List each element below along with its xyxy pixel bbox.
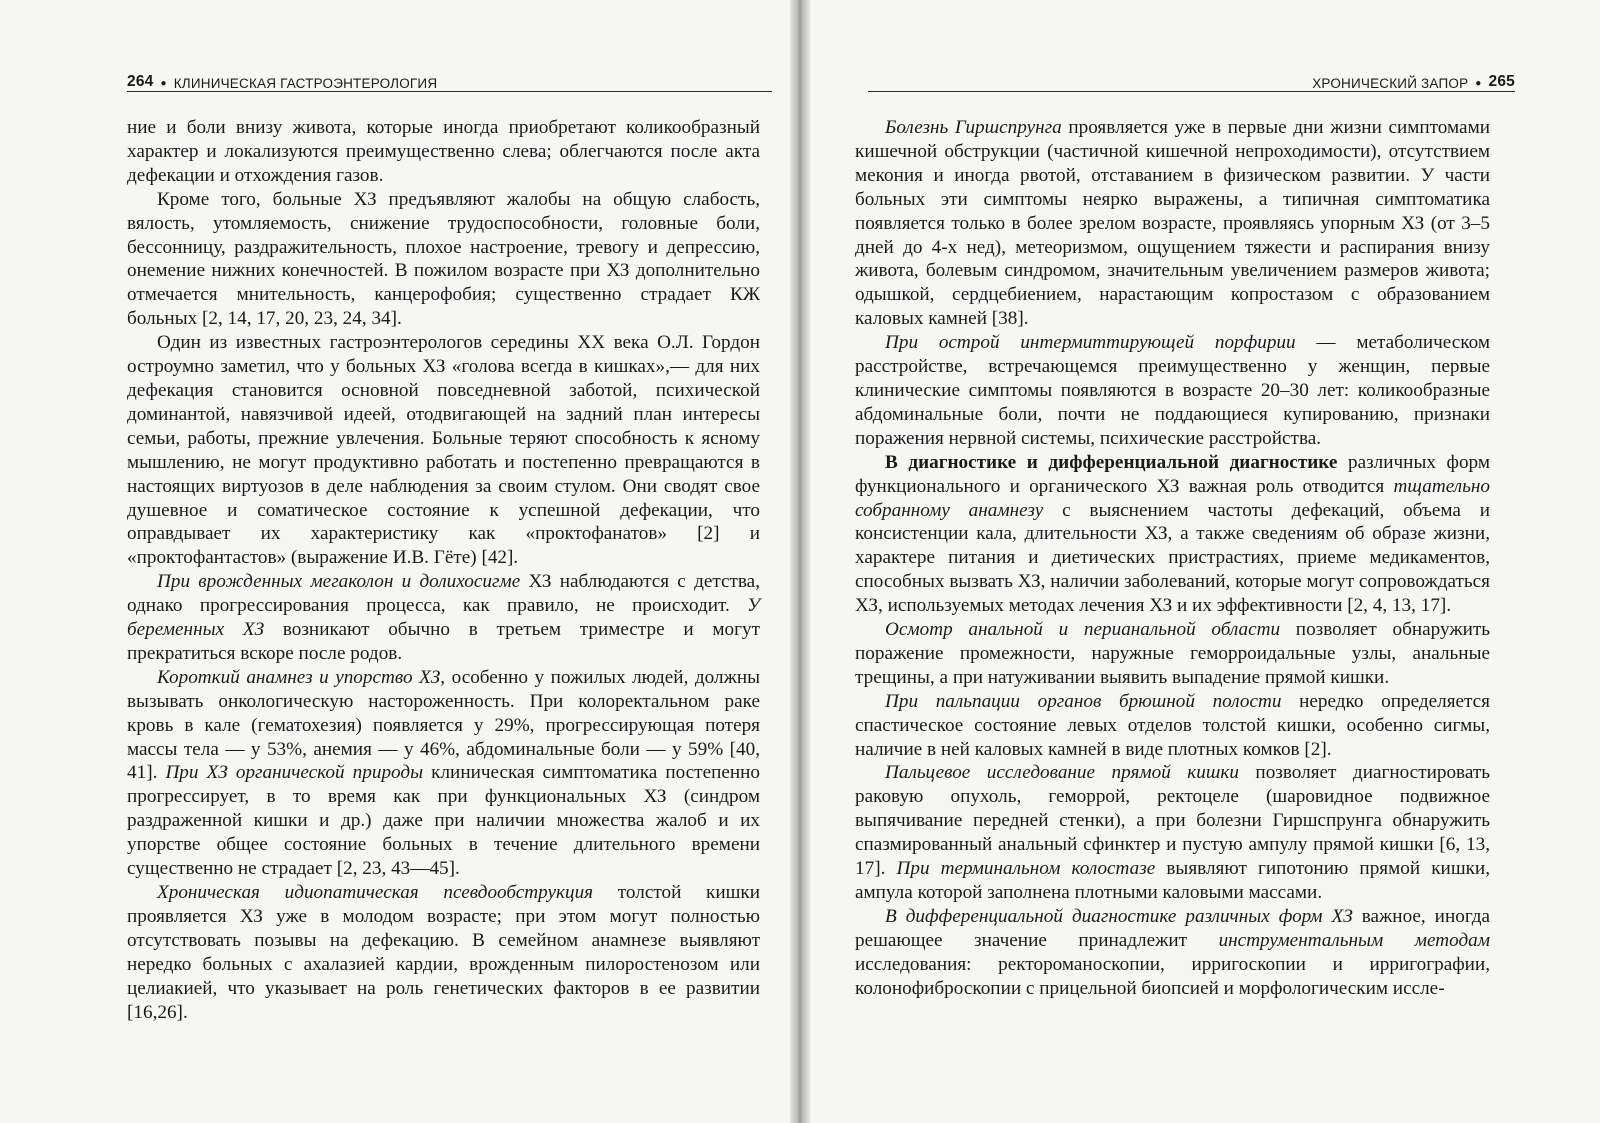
right-page-number: 265 [1488, 73, 1515, 90]
left-page-number: 264 [127, 73, 154, 90]
bullet-separator: ● [1475, 78, 1482, 89]
right-header-title: ХРОНИЧЕСКИЙ ЗАПОР [1312, 76, 1469, 91]
paragraph: При острой интермиттирующей порфирии — метаболическом расстройстве, встречающемся преимущественно у женщин, первые клинические симптомы появляются в возрасте 20–30 лет: коликообразные абдоминальные боли, почти не поддающиеся купированию, признаки поражения нервной системы, психические расстройства. [855, 332, 1490, 449]
paragraph: Один из известных гастроэнтерологов середины XX века О.Л. Гордон остроумно заметил, что у больных ХЗ «голова всегда в кишках»,— для них дефекация становится основной повседневной заботой, психической доминантой, навязчивой идеей, отодвигающей на задний план интересы семьи, работы, прежние увлечения. Больные теряют способность к ясному мышлению, не могут продуктивно работать и постепенно превращаются в настоящих виртуозов в деле наблюдения за своим стулом. Они сводят свое душевное и соматическое состояние к успешной дефекации, что оправдывает их характеристику как «проктофанатов» [2] и «проктофантастов» (выражение И.В. Гёте) [42]. [127, 332, 760, 569]
right-page [810, 0, 1600, 1123]
paragraph: Осмотр анальной и перианальной области позволяет обнаружить поражение промежности, наружные геморроидальные узлы, анальные трещины, а при натуживании выявить выпадение прямой кишки. [855, 619, 1491, 688]
paragraph: Пальцевое исследование прямой кишки позволяет диагностировать раковую опухоль, геморрой, ректоцеле (шаровидное подвижное выпячивание передней стенки), а при болезни Гиршспрунга обнаружить спазмированный анальный сфинктер и пустую ампулу прямой кишки [6, 13, 17]. При терминальном колостазе выявляют гипотонию прямой кишки, ампула которой заполнена плотными каловыми массами. [855, 762, 1491, 903]
paragraph: В дифференциальной диагностике различных форм ХЗ важное, иногда решающее значение принадлежит инструментальным методам исследования: ректороманоскопии, ирригоскопии и ирригографии, колонофиброскопии с прицельной биопсией и морфологическим иссле- [855, 905, 1491, 999]
paragraph: В диагностике и дифференциальной диагностике различных форм функционального и органического ХЗ важная роль отводится тщательно собранному анамнезу с выяснением частоты дефекаций, объема и консистенции кала, длительности ХЗ, а также сведениям об образе жизни, характере питания и диетических пристрастиях, приеме медикаментов, способных вызвать ХЗ, наличии заболеваний, которые могут сопровождаться ХЗ, используемых методах лечения ХЗ и их эффективности [2, 4, 13, 17]. [855, 451, 1490, 617]
paragraph: Кроме того, больные ХЗ предъявляют жалобы на общую слабость, вялость, утомляемость, снижение трудоспособности, головные боли, бессонницу, раздражительность, плохое настроение, тревогу и депрессию, онемение нижних конечностей. В пожилом возрасте при ХЗ дополнительно отмечается мнительность, канцерофобия; существенно страдает КЖ больных [2, 14, 17, 20, 23, 24, 34]. [127, 188, 760, 330]
right-body-text [855, 116, 1490, 1001]
right-running-head [868, 67, 1515, 92]
paragraph: Хроническая идиопатическая псевдообструкция толстой кишки проявляется ХЗ уже в молодом возрасте; при этом могут полностью отсутствовать позывы на дефекацию. В семейном анамнезе выявляют нередко больных с ахалазией кардии, врожденным пилоростенозом или целиакией, что указывает на роль генетических факторов в ее развитии [16,26]. [127, 882, 761, 1023]
left-running-head [127, 67, 772, 92]
bullet-separator: ● [160, 78, 167, 89]
left-body-text [127, 116, 760, 1024]
paragraph: Короткий анамнез и упорство ХЗ, особенно у пожилых людей, должны вызывать онкологическую настороженность. При колоректальном раке кровь в кале (гематохезия) появляется у 29%, прогрессирующая потеря массы тела — у 53%, анемия — у 46%, абдоминальные боли — у 59% [40, 41]. При ХЗ органической природы клиническая симптоматика постепенно прогрессирует, в то время как при функциональных ХЗ (синдром раздраженной кишки и др.) даже при наличии множества жалоб и их упорстве общее состояние больных в течение длительного времени существенно не страдает [2, 23, 43—45]. [127, 666, 760, 880]
paragraph: Болезнь Гиршспрунга проявляется уже в первые дни жизни симптомами кишечной обструкции (частичной кишечной непроходимости), отсутствием мекония и иногда рвотой, отставанием в физическом развитии. У части больных эти симптомы неярко выражены, а типичная симптоматика появляется только в более зрелом возрасте, проявляясь упорным ХЗ (от 3–5 дней до 4-х нед), метеоризмом, ощущением тяжести и распирания внизу живота, болевым синдромом, значительным увеличением размеров живота; одышкой, сердцебиением, нарастающим копростазом с образованием каловых камней [38]. [855, 117, 1490, 330]
left-page [0, 0, 790, 1123]
paragraph: При врожденных мегаколон и долихосигме ХЗ наблюдаются с детства, однако прогрессирования процесса, как правило, не происходит. У беременных ХЗ возникают обычно в третьем триместре и могут прекратиться вскоре после родов. [127, 571, 760, 664]
paragraph: При пальпации органов брюшной полости нередко определяется спастическое состояние левых отделов толстой кишки, особенно сигмы, наличие в ней каловых камней в виде плотных комков [2]. [855, 690, 1490, 760]
paragraph: ние и боли внизу живота, которые иногда приобретают коликообразный характер и локализуются преимущественно слева; облегчаются после акта дефекации и отхождения газов. [127, 117, 760, 186]
left-header-title: КЛИНИЧЕСКАЯ ГАСТРОЭНТЕРОЛОГИЯ [173, 76, 438, 91]
book-gutter [790, 0, 810, 1123]
